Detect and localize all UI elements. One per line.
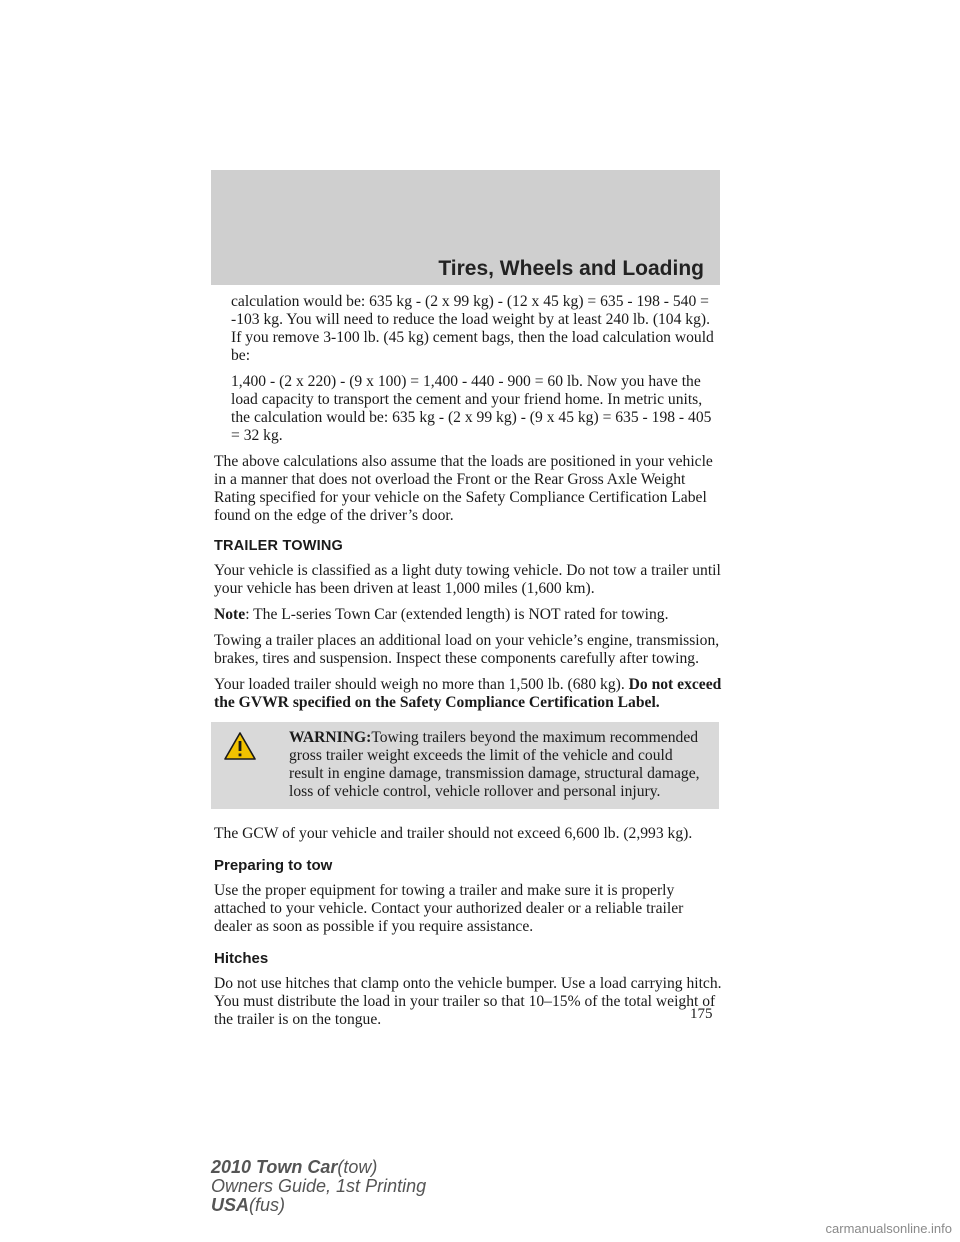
page-number: 175 [690, 1006, 713, 1022]
warning-box [211, 722, 719, 809]
trailer-weight-text: Your loaded trailer should weigh no more than 1,500 lb. (680 kg). [214, 676, 629, 693]
paragraph-towing-class: Your vehicle is classified as a light duty towing vehicle. Do not tow a trailer until your vehicle has been driven at least 1,000 miles (1,600 km). [214, 562, 721, 597]
paragraph-equipment: Use the proper equipment for towing a trailer and make sure it is properly attached to your vehicle. Contact your authorized dealer or a reliable trailer dealer as soon as possible if you require assistance. [214, 882, 684, 935]
note-label: Note [214, 606, 246, 623]
footer-market-code: (fus) [249, 1195, 286, 1215]
footer-model-code: (tow) [337, 1157, 378, 1177]
note-text: : The L-series Town Car (extended length) is NOT rated for towing. [245, 606, 669, 623]
heading-hitches: Hitches [214, 950, 269, 967]
footer-model: 2010 Town Car [211, 1157, 338, 1177]
warning-body: Towing trailers beyond the maximum recommended gross trailer weight exceeds the limit of the vehicle and could result in engine damage, transmission damage, structural damage, loss of vehicle control, vehicle rollover and personal injury. [289, 729, 700, 800]
paragraph-calculation-continued: calculation would be: 635 kg - (2 x 99 kg) - (12 x 45 kg) = 635 - 198 - 540 = -103 kg. You will need to reduce the load weight by at least 240 lb. (104 kg). If you remove 3-100 lb. (45 kg) cement bags, then the load calculation would be: [231, 293, 714, 364]
paragraph-load-calculation: 1,400 - (2 x 220) - (9 x 100) = 1,400 - 440 - 900 = 60 lb. Now you have the load capacity to transport the cement and your friend home. In metric units, the calculation would be: 635 kg - (2 x 99 kg) - (9 x 45 kg) = 635 - 198 - 405 = 32 kg. [231, 373, 712, 444]
page-content [214, 293, 724, 1037]
warning-text [219, 729, 707, 801]
footer-line-market [211, 1196, 426, 1215]
footer-line-model [211, 1158, 426, 1177]
heading-preparing-to-tow: Preparing to tow [214, 857, 333, 874]
footer-print-info [211, 1158, 426, 1215]
section-title: Tires, Wheels and Loading [438, 257, 704, 280]
section-header-band [211, 170, 720, 285]
paragraph-gcw: The GCW of your vehicle and trailer should not exceed 6,600 lb. (2,993 kg). [214, 825, 693, 842]
paragraph-hitches: Do not use hitches that clamp onto the vehicle bumper. Use a load carrying hitch. You must distribute the load in your trailer so that 10–15% of the total weight of the trailer is on the tongue. [214, 975, 722, 1028]
paragraph-additional-load: Towing a trailer places an additional load on your vehicle’s engine, transmission, brakes, tires and suspension. Inspect these components carefully after towing. [214, 632, 720, 667]
footer-line-guide: Owners Guide, 1st Printing [211, 1176, 427, 1196]
watermark-text: carmanualsonline.info [825, 1221, 952, 1236]
warning-label: WARNING: [289, 729, 372, 746]
gvwr-warning-text: Do not exceed the GVWR specified on the Safety Compliance Certification Label. [214, 676, 722, 711]
heading-trailer-towing: TRAILER TOWING [214, 538, 343, 554]
paragraph-trailer-weight [214, 676, 724, 712]
footer-market: USA [211, 1195, 250, 1215]
warning-triangle-icon [223, 731, 257, 761]
paragraph-axle-rating: The above calculations also assume that the loads are positioned in your vehicle in a manner that does not overload the Front or the Rear Gross Axle Weight Rating specified for your vehicle on the Safety Compliance Certification Label found on the edge of the driver’s door. [214, 453, 713, 524]
paragraph-note [214, 606, 724, 624]
